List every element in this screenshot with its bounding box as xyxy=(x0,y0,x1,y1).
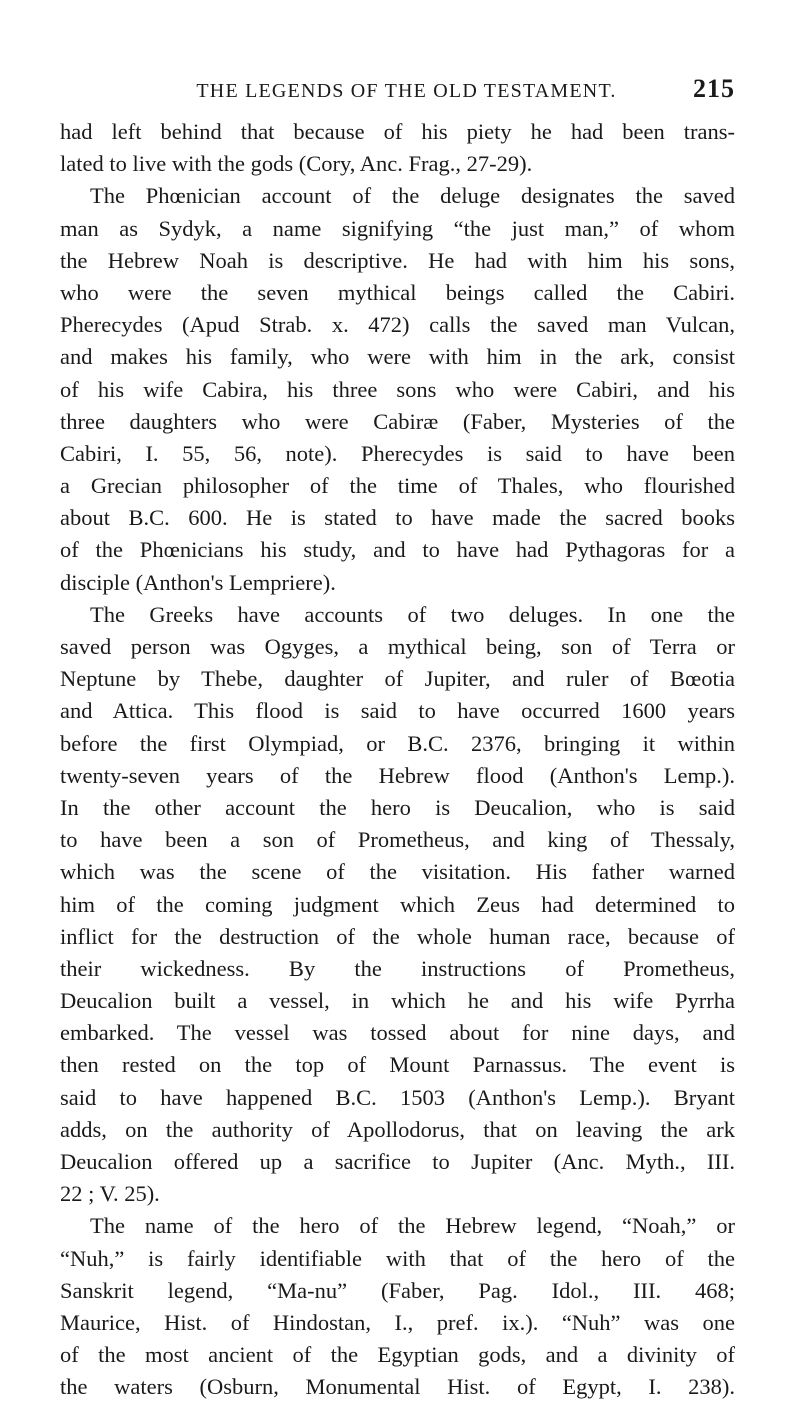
text-line: Deucalion offered up a sacrifice to Jupiter (Anc. Myth., III. xyxy=(60,1149,735,1174)
text-line: the waters (Osburn, Monumental Hist. of Egypt, I. 238). xyxy=(60,1374,735,1400)
text-line: Deucalion built a vessel, in which he and his wife Pyrrha xyxy=(60,988,735,1014)
text-line: said to have happened B.C. 1503 (Anthon's Lemp.). Bryant xyxy=(60,1084,735,1110)
text-line: embarked. The vessel was tossed about for nine days, and xyxy=(60,1020,735,1046)
text-line: inflict for the destruction of the whole human race, because of xyxy=(60,923,735,949)
text-line: “Nuh,” is fairly identifiable with that of the hero of the xyxy=(60,1245,735,1271)
text-line: a Grecian philosopher of the time of Thales, who flourished xyxy=(60,473,735,499)
text-line: disciple (Anthon's Lempriere). xyxy=(60,569,336,595)
text-line: had left behind that because of his piety he had been trans- xyxy=(60,119,735,144)
text-line: who were the seven mythical beings called the Cabiri. xyxy=(60,279,735,305)
text-line: Cabiri, I. 55, 56, note). Pherecydes is said to have been xyxy=(60,440,735,466)
text-line: three daughters who were Cabiræ (Faber, Mysteries of the xyxy=(60,408,735,434)
text-line: twenty-seven years of the Hebrew flood (Anthon's Lemp.). xyxy=(60,762,735,788)
text-line: of his wife Cabira, his three sons who were Cabiri, and his xyxy=(60,376,735,402)
text-line: then rested on the top of Mount Parnassus. The event is xyxy=(60,1052,735,1078)
text-line: and makes his family, who were with him in the ark, consist xyxy=(60,344,735,370)
text-line: Neptune by Thebe, daughter of Jupiter, and ruler of Bœotia xyxy=(60,666,735,692)
text-line: lated to live with the gods (Cory, Anc. Frag., 27-29). xyxy=(60,151,533,177)
text-line: their wickedness. By the instructions of Prometheus, xyxy=(60,955,735,981)
text-line: The Phœnician account of the deluge designates the saved xyxy=(90,183,735,209)
text-line: adds, on the authority of Apollodorus, that on leaving the ark xyxy=(60,1116,735,1142)
body-text xyxy=(60,116,735,1404)
text-line: man as Sydyk, a name signifying “the just man,” of whom xyxy=(60,215,735,241)
page-number: 215 xyxy=(693,74,735,103)
text-line: and Attica. This flood is said to have occurred 1600 years xyxy=(60,698,735,724)
text-line: of the most ancient of the Egyptian gods, and a divinity of xyxy=(60,1342,735,1368)
text-line: before the first Olympiad, or B.C. 2376, bringing it within xyxy=(60,730,735,756)
text-line: The name of the hero of the Hebrew legend, “Noah,” or xyxy=(90,1213,735,1239)
text-line: Pherecydes (Apud Strab. x. 472) calls the saved man Vulcan, xyxy=(60,312,735,338)
text-line: the Hebrew Noah is descriptive. He had with him his sons, xyxy=(60,247,735,273)
running-title: THE LEGENDS OF THE OLD TESTAMENT. xyxy=(196,80,617,102)
text-line: to have been a son of Prometheus, and king of Thessaly, xyxy=(60,827,735,853)
text-line: which was the scene of the visitation. His father warned xyxy=(60,859,735,885)
text-line: of the Phœnicians his study, and to have had Pythagoras for a xyxy=(60,537,735,563)
text-line: Sanskrit legend, “Ma-nu” (Faber, Pag. Idol., III. 468; xyxy=(60,1277,735,1303)
text-line: about B.C. 600. He is stated to have made the sacred books xyxy=(60,505,735,531)
text-line: Maurice, Hist. of Hindostan, I., pref. ix.). “Nuh” was one xyxy=(60,1309,735,1335)
text-line: him of the coming judgment which Zeus had determined to xyxy=(60,891,735,917)
text-line: The Greeks have accounts of two deluges. In one the xyxy=(90,601,735,627)
running-head xyxy=(60,74,735,104)
text-line: In the other account the hero is Deucalion, who is said xyxy=(60,794,735,820)
text-line: 22 ; V. 25). xyxy=(60,1181,160,1207)
text-line: saved person was Ogyges, a mythical being, son of Terra or xyxy=(60,634,735,659)
